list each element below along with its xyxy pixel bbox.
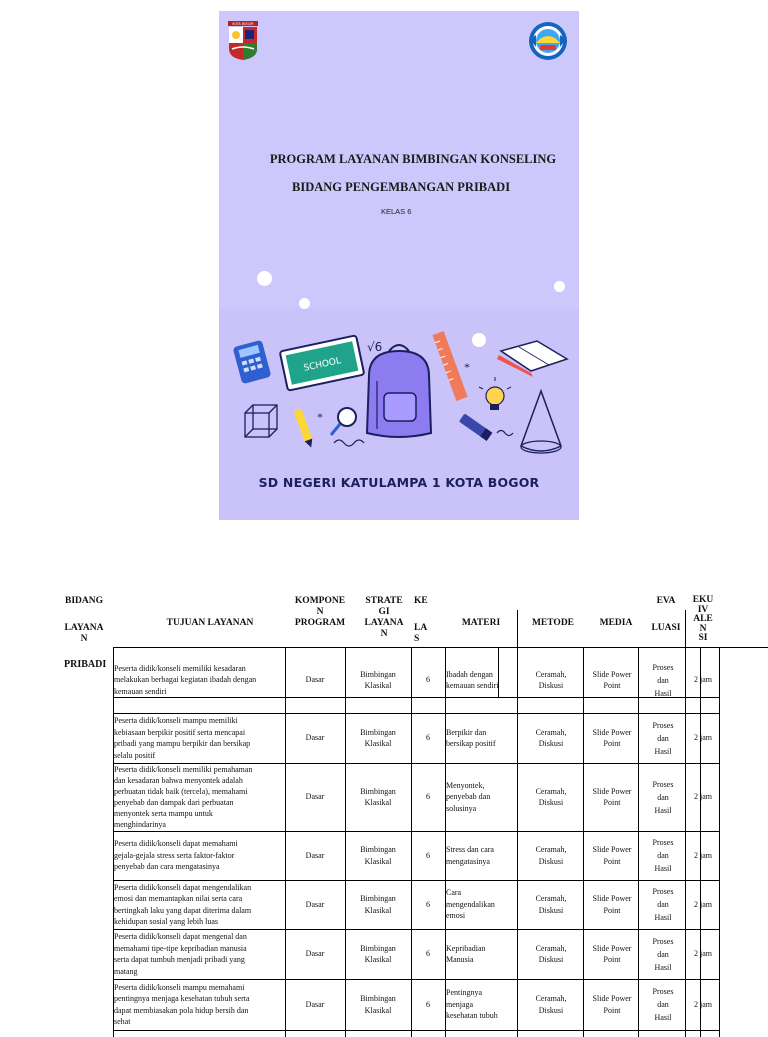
cell-materi xyxy=(446,727,516,750)
cell-materi-line: Stress dan cara xyxy=(446,845,494,854)
cell-strategi-line: Bimbingan xyxy=(360,669,396,679)
cell-metode-line: Diskusi xyxy=(538,905,564,915)
cell-komponen xyxy=(286,948,344,960)
header-komponen-line: PROGRAM xyxy=(294,618,346,628)
cell-strategi-line: Klasikal xyxy=(364,739,392,748)
cell-strategi xyxy=(346,669,410,692)
cell-evaluasi-line: dan xyxy=(657,949,669,959)
cell-kelas-line: 6 xyxy=(426,850,430,860)
cell-tujuan-line: menyontek serta mampu untuk xyxy=(114,809,213,818)
header-metode: METODE xyxy=(531,618,575,628)
cell-media-line: Point xyxy=(603,739,621,748)
table-column-divider xyxy=(685,610,686,647)
cell-komponen xyxy=(286,791,344,803)
header-evaluasi-line: LUASI xyxy=(651,623,681,633)
svg-text:*: * xyxy=(464,360,470,374)
cell-ekuivalensi xyxy=(688,791,718,803)
cell-media-line: Slide Power xyxy=(592,894,632,903)
cover-school-name: SD NEGERI KATULAMPA 1 KOTA BOGOR xyxy=(258,475,540,490)
cell-tujuan-line: Peserta didik/konseli dapat memahami xyxy=(114,839,238,849)
cell-tujuan-line: emosi dan memantapkan nilai serta cara xyxy=(114,894,243,903)
cell-kelas xyxy=(412,732,444,744)
cell-tujuan-line: Peserta didik/konseli dapat mengendalikan xyxy=(114,882,252,892)
header-materi: MATERI xyxy=(461,618,501,628)
cell-strategi-line: Bimbingan xyxy=(360,943,396,953)
cell-tujuan-line: kemauan sendiri xyxy=(114,686,167,696)
cell-ekuivalensi xyxy=(688,999,718,1011)
cell-evaluasi-line: Hasil xyxy=(654,746,672,756)
cell-strategi-line: Klasikal xyxy=(364,856,392,866)
cell-metode xyxy=(520,727,582,750)
cell-evaluasi-line: Hasil xyxy=(654,1013,672,1022)
cell-metode xyxy=(520,993,582,1016)
cell-evaluasi xyxy=(640,836,686,875)
cell-komponen-line: Dasar xyxy=(305,850,325,860)
cell-media-line: Point xyxy=(603,681,621,690)
cell-media xyxy=(584,844,640,867)
cell-evaluasi-line: Proses xyxy=(652,936,674,946)
cell-tujuan-line: Peserta didik/konseli mampu memiliki xyxy=(114,716,238,725)
cell-ekuivalensi-line: 2 jam xyxy=(694,999,712,1009)
cell-metode xyxy=(520,786,582,809)
cell-evaluasi-line: dan xyxy=(657,733,669,743)
cell-ekuivalensi xyxy=(688,948,718,960)
header-bidang-line: LAYANA xyxy=(64,623,104,633)
bidang-pribadi: PRIBADI xyxy=(64,659,107,670)
table-row-divider xyxy=(113,831,719,832)
cell-materi-line: menjaga xyxy=(446,999,474,1009)
cell-ekuivalensi-line: 2 jam xyxy=(694,850,712,860)
cell-tujuan-line: perbuatan tidak baik (tercela), memahami xyxy=(114,787,248,796)
cell-evaluasi xyxy=(640,885,686,924)
cell-evaluasi-line: Proses xyxy=(652,887,674,896)
cell-evaluasi-line: Proses xyxy=(652,838,674,847)
cell-evaluasi-line: Proses xyxy=(652,720,674,730)
cell-media xyxy=(584,993,640,1016)
cell-media-line: Slide Power xyxy=(592,845,632,854)
cell-metode-line: Diskusi xyxy=(538,739,564,748)
cell-evaluasi xyxy=(640,778,686,817)
cell-ekuivalensi xyxy=(688,674,718,686)
cell-tujuan-line: sehat xyxy=(114,1017,131,1026)
table-row-divider xyxy=(113,713,719,714)
cell-media-line: Slide Power xyxy=(592,943,632,953)
cell-komponen-line: Dasar xyxy=(305,792,325,802)
cell-tujuan-line: serta dapat tumbuh menjadi pribadi yang xyxy=(114,955,245,964)
cell-evaluasi-line: dan xyxy=(657,851,669,860)
cell-kelas-line: 6 xyxy=(426,733,430,743)
cell-tujuan-line: penyebab dan cara mengatasinya xyxy=(114,862,220,872)
cell-strategi-line: Klasikal xyxy=(364,955,392,964)
cell-strategi xyxy=(346,943,410,966)
cell-kelas xyxy=(412,674,444,686)
cell-materi-line: kemauan sendiri xyxy=(446,681,499,690)
header-kelas-line: LA xyxy=(414,623,428,633)
cell-media xyxy=(584,786,640,809)
cell-tujuan-line: Peserta didik/konseli dapat mengenal dan xyxy=(114,932,247,941)
cell-media xyxy=(584,727,640,750)
cell-tujuan-line: penyebab dan dampak dari perbuatan xyxy=(114,798,234,807)
cell-materi xyxy=(446,943,516,966)
cell-komponen xyxy=(286,732,344,744)
header-ekuivalensi-line: N xyxy=(699,623,707,634)
cell-evaluasi-line: Proses xyxy=(652,987,674,996)
cell-tujuan-line: matang xyxy=(114,966,138,976)
cell-evaluasi-line: Hasil xyxy=(654,688,672,698)
header-strategi-line: STRATE xyxy=(365,596,403,606)
cell-kelas-line: 6 xyxy=(426,999,430,1009)
cell-tujuan-line: dan kesadaran bahwa menyontek adalah xyxy=(114,776,243,785)
cell-kelas-line: 6 xyxy=(426,792,430,802)
cell-evaluasi-line: Proses xyxy=(652,662,674,672)
cell-strategi xyxy=(346,993,410,1016)
cell-media xyxy=(584,893,640,916)
cell-materi-line: Menyontek, xyxy=(446,780,485,790)
table-row-divider xyxy=(113,979,719,980)
table-column-divider xyxy=(517,610,518,647)
cell-komponen-line: Dasar xyxy=(305,949,325,959)
cell-kelas xyxy=(412,948,444,960)
cell-ekuivalensi xyxy=(688,732,718,744)
cell-strategi-line: Bimbingan xyxy=(360,994,396,1003)
cell-evaluasi-line: Proses xyxy=(652,779,674,789)
cell-ekuivalensi-line: 2 jam xyxy=(694,949,712,959)
cell-strategi-line: Klasikal xyxy=(364,681,392,690)
cell-komponen-line: Dasar xyxy=(305,675,325,685)
cell-strategi-line: Bimbingan xyxy=(360,845,396,854)
cell-evaluasi-line: dan xyxy=(657,675,669,685)
svg-text:KOTA BOGOR: KOTA BOGOR xyxy=(232,22,254,26)
cell-media-line: Point xyxy=(603,955,621,964)
cell-ekuivalensi xyxy=(688,899,718,911)
cell-ekuivalensi-line: 2 jam xyxy=(694,675,712,685)
cell-strategi xyxy=(346,844,410,867)
svg-text:*: * xyxy=(317,410,323,424)
header-ekuivalensi-line: ALE xyxy=(693,614,713,624)
cell-media-line: Slide Power xyxy=(592,727,632,737)
cell-komponen-line: Dasar xyxy=(305,999,325,1009)
cell-media xyxy=(584,669,640,692)
header-kelas-line: S xyxy=(414,634,420,644)
cell-media-line: Slide Power xyxy=(592,786,632,796)
cell-komponen-line: Dasar xyxy=(305,733,325,743)
cell-komponen xyxy=(286,674,344,686)
svg-text:√6: √6 xyxy=(367,340,383,354)
header-ekuivalensi-line: IV xyxy=(697,604,709,615)
cell-strategi xyxy=(346,786,410,809)
cell-media-line: Point xyxy=(603,1005,621,1015)
cell-strategi-line: Klasikal xyxy=(364,1005,392,1015)
cell-strategi xyxy=(346,727,410,750)
table-column-divider xyxy=(719,647,720,1037)
cell-strategi-line: Bimbingan xyxy=(360,727,396,737)
header-komponen-line: N xyxy=(316,607,324,617)
cell-evaluasi-line: Hasil xyxy=(654,864,672,873)
cell-kelas-line: 6 xyxy=(426,899,430,909)
cell-evaluasi-line: dan xyxy=(657,900,669,909)
cell-evaluasi xyxy=(640,719,686,758)
cell-materi-line: Berpikir dan xyxy=(446,727,487,737)
cell-strategi-line: Klasikal xyxy=(364,798,392,807)
cell-metode-line: Diskusi xyxy=(538,856,564,866)
cell-tujuan xyxy=(114,715,284,761)
cell-evaluasi xyxy=(640,661,686,700)
cell-ekuivalensi-line: 2 jam xyxy=(694,899,712,909)
header-bidang-line: N xyxy=(80,634,88,644)
cell-tujuan-line: dapat membiasakan pola hidup bersih dan xyxy=(114,1005,249,1015)
header-strategi-line: GI xyxy=(378,607,390,617)
header-kelas-line: KE xyxy=(414,596,428,606)
cell-tujuan-line: pentingnya menjaga kesehatan tubuh serta xyxy=(114,994,250,1003)
cell-metode xyxy=(520,943,582,966)
cell-tujuan xyxy=(114,931,284,977)
cell-tujuan-line: Peserta didik/konseli memiliki pemahaman xyxy=(114,765,253,774)
cell-tujuan-line: Peserta didik/konseli memiliki kesadaran xyxy=(114,663,246,673)
cell-metode-line: Ceramah, xyxy=(535,727,567,737)
cell-tujuan-line: melakukan berbagai kegiatan ibadah dengan xyxy=(114,675,257,685)
cell-evaluasi-line: dan xyxy=(657,792,669,802)
cell-tujuan-line: kehidupan sosial yang lebih luas xyxy=(114,917,218,926)
cell-tujuan-line: gejala-gejala stress serta faktor-faktor xyxy=(114,850,235,860)
cell-materi xyxy=(446,887,516,922)
cell-tujuan xyxy=(114,764,284,830)
table-row-divider xyxy=(113,1030,719,1031)
cell-media-line: Point xyxy=(603,798,621,807)
cell-metode xyxy=(520,893,582,916)
cell-metode-line: Ceramah, xyxy=(535,845,567,854)
cell-komponen xyxy=(286,899,344,911)
cell-kelas xyxy=(412,850,444,862)
cell-materi-line: Manusia xyxy=(446,955,474,964)
cell-tujuan-line: pribadi yang mampu berpikir dan bersikap xyxy=(114,739,251,748)
cell-materi-line: Ibadah dengan xyxy=(446,669,493,679)
cell-materi xyxy=(446,987,516,1022)
cell-metode-line: Diskusi xyxy=(538,1005,564,1015)
svg-text:SCHOOL: SCHOOL xyxy=(302,356,343,374)
cell-materi-line: penyebab dan xyxy=(446,792,491,802)
cell-strategi xyxy=(346,893,410,916)
cell-metode xyxy=(520,669,582,692)
cell-media-line: Point xyxy=(603,905,621,915)
cell-materi-line: Cara xyxy=(446,888,462,898)
header-ekuivalensi-line: SI xyxy=(698,633,708,643)
cell-strategi-line: Bimbingan xyxy=(360,786,396,796)
cell-kelas xyxy=(412,899,444,911)
cell-kelas-line: 6 xyxy=(426,949,430,959)
cell-evaluasi xyxy=(640,935,686,974)
cell-kelas xyxy=(412,791,444,803)
cell-tujuan-line: selalu positif xyxy=(114,750,156,760)
cell-materi-line: emosi xyxy=(446,911,466,921)
header-strategi-line: LAYANA xyxy=(364,618,404,628)
cell-media xyxy=(584,943,640,966)
cell-ekuivalensi-line: 2 jam xyxy=(694,733,712,743)
cell-strategi-line: Klasikal xyxy=(364,905,392,915)
cell-materi-line: mengatasinya xyxy=(446,856,490,866)
cell-tujuan-line: bertingkah laku yang dapat diterima dalam xyxy=(114,905,252,915)
cell-evaluasi-line: dan xyxy=(657,1000,669,1009)
cell-metode-line: Diskusi xyxy=(538,955,564,964)
cell-evaluasi-line: Hasil xyxy=(654,913,672,922)
cell-tujuan xyxy=(114,882,284,928)
cell-metode-line: Diskusi xyxy=(538,681,564,690)
cell-kelas xyxy=(412,999,444,1011)
cell-materi xyxy=(446,669,516,692)
cell-materi-line: Pentingnya xyxy=(446,988,482,998)
cell-metode xyxy=(520,844,582,867)
cell-materi-line: kesehatan tubuh xyxy=(446,1011,498,1021)
cell-tujuan xyxy=(114,663,284,698)
cell-tujuan-line: Peserta didik/konseli mampu memahami xyxy=(114,982,245,992)
table-row-divider xyxy=(113,647,768,648)
cell-komponen xyxy=(286,999,344,1011)
cell-materi-line: mengendalikan xyxy=(446,899,495,909)
cell-metode-line: Ceramah, xyxy=(535,943,567,953)
cell-metode-line: Ceramah, xyxy=(535,669,567,679)
cell-tujuan-line: memahami tipe-tipe kepribadian manusia xyxy=(114,943,247,953)
cell-evaluasi xyxy=(640,985,686,1024)
cell-materi-line: Kepribadian xyxy=(446,943,486,953)
header-strategi-line: N xyxy=(380,629,388,639)
cover-title-line1: PROGRAM LAYANAN BIMBINGAN KONSELING xyxy=(269,152,557,166)
header-komponen-line: KOMPONE xyxy=(294,596,346,606)
cell-komponen-line: Dasar xyxy=(305,899,325,909)
cell-metode-line: Ceramah, xyxy=(535,894,567,903)
cover-kelas: KELAS 6 xyxy=(381,207,412,216)
cell-tujuan xyxy=(114,982,284,1028)
cell-ekuivalensi xyxy=(688,850,718,862)
cell-evaluasi-line: Hasil xyxy=(654,962,672,972)
cell-media-line: Slide Power xyxy=(592,669,632,679)
table-row-divider xyxy=(113,929,719,930)
cell-ekuivalensi-line: 2 jam xyxy=(694,792,712,802)
cell-strategi-line: Bimbingan xyxy=(360,894,396,903)
cell-materi xyxy=(446,844,516,867)
cell-tujuan-line: kebiasaan berpikir positif serta mencapai xyxy=(114,727,246,737)
cell-tujuan-line: menghindarinya xyxy=(114,820,166,829)
cell-materi-line: bersikap positif xyxy=(446,739,496,748)
header-evaluasi-line: EVA xyxy=(656,596,676,606)
header-ekuivalensi-line: EKU xyxy=(692,595,714,605)
cell-media-line: Slide Power xyxy=(592,994,632,1003)
cell-kelas-line: 6 xyxy=(426,675,430,685)
cell-materi xyxy=(446,780,516,815)
cell-metode-line: Ceramah, xyxy=(535,786,567,796)
header-tujuan: TUJUAN LAYANAN xyxy=(166,618,254,628)
header-bidang-line: BIDANG xyxy=(64,596,103,606)
cell-metode-line: Ceramah, xyxy=(535,994,567,1003)
cell-media-line: Point xyxy=(603,856,621,866)
cell-komponen xyxy=(286,850,344,862)
cell-evaluasi-line: Hasil xyxy=(654,805,672,815)
cell-metode-line: Diskusi xyxy=(538,798,564,807)
header-media: MEDIA xyxy=(599,618,633,628)
cover-title-line2: BIDANG PENGEMBANGAN PRIBADI xyxy=(292,180,511,194)
cell-materi-line: solusinya xyxy=(446,803,477,813)
cell-tujuan xyxy=(114,838,284,873)
